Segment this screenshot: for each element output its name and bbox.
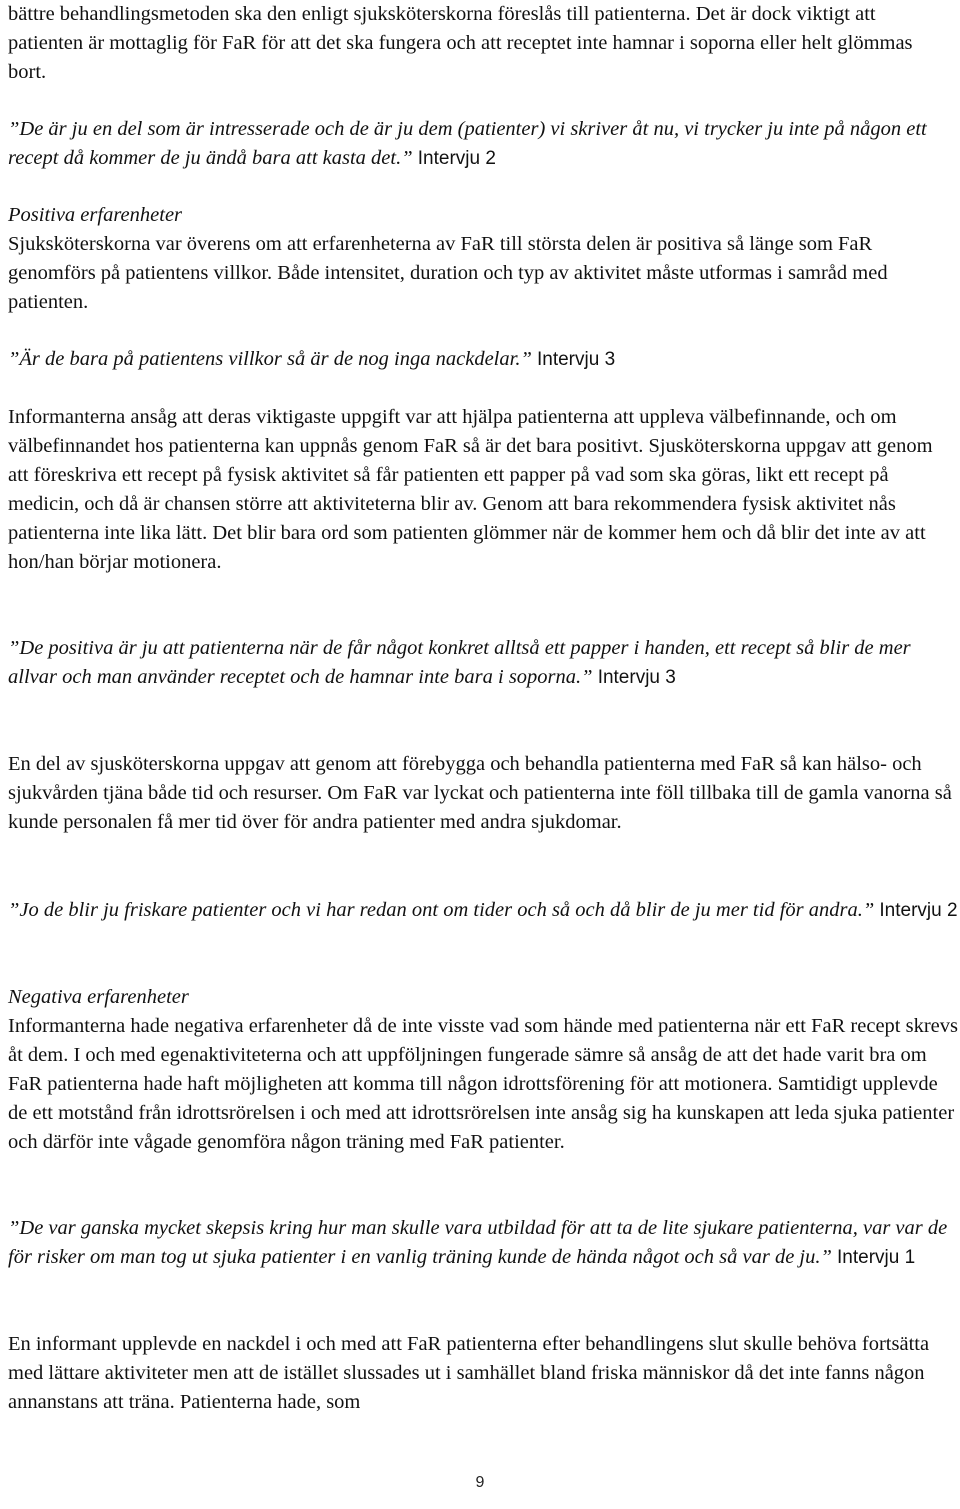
interview-quote-2 [8,345,953,374]
quote-text: ”De positiva är ju att patienterna när de får något konkret alltså ett papper i handen, ett recept så blir de mer allvar och man använder receptet och de hamnar inte bara i soporna.” [8,637,911,688]
quote-source: Intervju 3 [597,667,676,688]
quote-source: Intervju 2 [879,900,958,921]
paragraph-intro: bättre behandlingsmetoden ska den enligt sjuksköterskorna föreslås till patienterna. Det är dock viktigt att patienten är mottaglig för FaR för att det ska fungera och att receptet inte hamnar i soporna eller helt glömmas bort. [8,3,913,83]
quote-source: Intervju 2 [417,148,496,169]
quote-text: ”De är ju en del som är intresserade och de är ju dem (patienter) vi skriver åt nu, vi trycker ju inte på någon ett recept då kommer de ju ändå bara att kasta det.” [8,118,927,169]
paragraph-negative-1: Informanterna hade negativa erfarenheter då de inte visste vad som hände med patienterna när ett FaR recept skrevs åt dem. I och med egenaktiviteterna och att uppföljningen fungerade sämre så ansåg de att det hade varit bra om FaR patienterna hade haft möjligheten att komma till någon idrottsförening för att motionera. Samtidigt upplevde de ett motstånd från idrottsrörelsen i och med att idrottsrörelsen inte ansåg sig ha kunskapen att leda sjuka patienter och därför inte vågade genomföra någon träning med FaR patienter. [8,1015,958,1153]
interview-quote-3 [8,634,938,692]
section-heading-positive: Positiva erfarenheter [8,204,183,226]
interview-quote-5 [8,1214,953,1272]
paragraph-positive-2: Informanterna ansåg att deras viktigaste uppgift var att hjälpa patienterna att uppleva välbefinnande, och om välbefinnandet hos patienterna kan uppnås genom FaR så är det bara positivt. Sjusköterskorna uppgav att genom att föreskriva ett recept på fysisk aktivitet så får patienten ett papper på vad som ska göras, likt ett recept på medicin, och då är chansen större att aktiviteterna blir av. Genom att bara rekommendera fysisk aktivitet nås patienterna inte lika lätt. Det blir bara ord som patienten glömmer när de kommer hem och då blir det inte av att hon/han börjar motionera. [8,406,933,573]
paragraph-positive-1: Sjuksköterskorna var överens om att erfarenheterna av FaR till största delen är positiva så länge som FaR genomförs på patientens villkor. Både intensitet, duration och typ av aktivitet måste utformas i samråd med patienten. [8,233,888,313]
paragraph-negative-2: En informant upplevde en nackdel i och med att FaR patienterna efter behandlingens slut skulle behöva fortsätta med lättare aktiviteter men att de istället slussades ut i samhället bland friska människor då det inte fanns någon annanstans att träna. Patienterna hade, som [8,1333,930,1413]
quote-text: ”De var ganska mycket skepsis kring hur man skulle vara utbildad för att ta de lite sjukare patienterna, var var de för risker om man tog ut sjuka patienter i en vanlig träning kunde de hända något och så var de ju.” [8,1217,948,1268]
interview-quote-4 [8,896,960,925]
quote-text: ”Är de bara på patientens villkor så är de nog inga nackdelar.” [8,348,532,370]
section-heading-negative: Negativa erfarenheter [8,986,189,1008]
quote-text: ”Jo de blir ju friskare patienter och vi har redan ont om tider och så och då blir de ju mer tid för andra.” [8,899,875,921]
quote-source: Intervju 3 [536,349,616,370]
page-number: 9 [475,1474,485,1491]
interview-quote-1 [8,115,960,173]
paragraph-positive-3: En del av sjusköterskorna uppgav att genom att förebygga och behandla patienterna med FaR så kan hälso- och sjukvården tjäna både tid och resurser. Om FaR var lyckat och patienterna inte föll tillbaka till de gamla vanorna så kunde personalen få mer tid över för andra patienter med andra sjukdomar. [8,753,952,833]
quote-source: Intervju 1 [837,1247,916,1268]
